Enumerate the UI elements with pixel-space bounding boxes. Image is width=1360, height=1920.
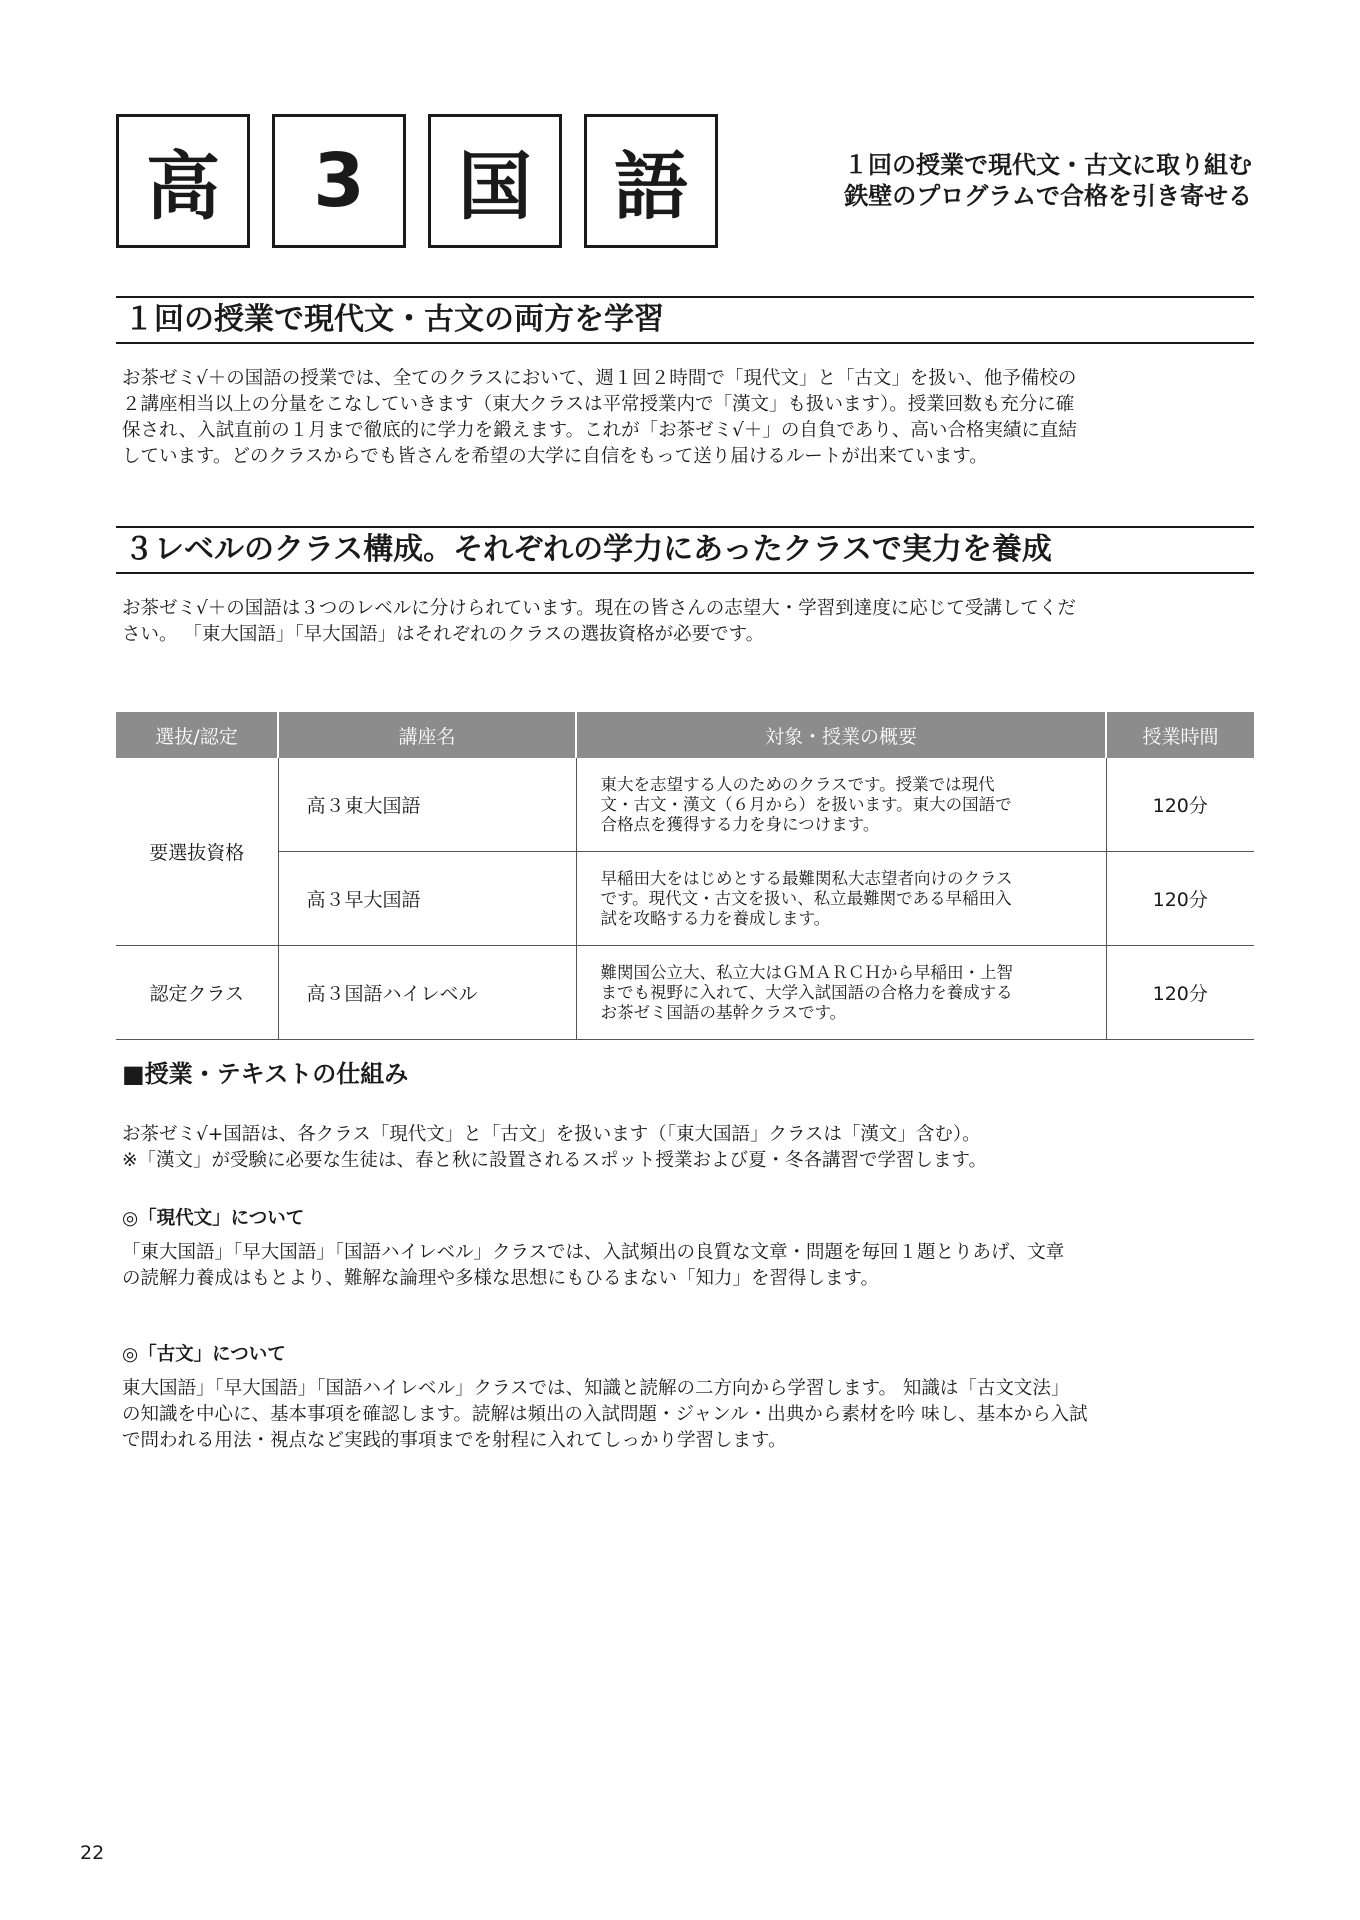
header-class-time: 授業時間	[1106, 712, 1254, 758]
mechanism-paragraph	[122, 1122, 1252, 1174]
overview-line: 東大を志望する人のためのクラスです。授業では現代	[600, 774, 995, 794]
title-box-3: 国	[428, 114, 562, 248]
section-1-line-2: ２講座相当以上の分量をこなしていきます（東大クラスは平常授業内で「漢文」も扱います）。授業回数も充分に確	[122, 394, 1075, 415]
header-selection: 選抜/認定	[116, 712, 278, 758]
kobun-paragraph	[122, 1376, 1252, 1454]
section-2-line-1: お茶ゼミ√＋の国語は３つのレベルに分けられています。現在の皆さんの志望大・学習到達度に応じて受講してくだ	[122, 598, 1076, 619]
course-name-cell: 高３国語ハイレベル	[278, 946, 576, 1040]
class-time-cell: 120分	[1106, 946, 1254, 1040]
title-box-2: 3	[272, 114, 406, 248]
tagline-line-1: １回の授業で現代文・古文に取り組む	[844, 151, 1252, 179]
overview-line: までも視野に入れて、大学入試国語の合格力を養成する	[600, 982, 1013, 1002]
table-row	[116, 758, 1254, 852]
table-row	[116, 852, 1254, 946]
kobun-heading: ◎「古文」について	[122, 1344, 286, 1365]
kobun-line-2: の知識を中心に、基本事項を確認します。読解は頻出の入試問題・ジャンル・出典から素材を吟 味し、基本から入試	[122, 1404, 1088, 1425]
course-table	[116, 712, 1254, 1040]
gendai-line-2: の読解力養成はもとより、難解な論理や多様な思想にもひるまない「知力」を習得します。	[122, 1268, 880, 1289]
overview-line: 難関国公立大、私立大はＧＭＡＲＣＨから早稲田・上智	[600, 962, 1013, 982]
selection-cell: 要選抜資格	[116, 758, 278, 946]
section-1-line-1: お茶ゼミ√＋の国語の授業では、全てのクラスにおいて、週１回２時間で「現代文」と「古文」を扱い、他予備校の	[122, 368, 1077, 389]
tagline-line-2: 鉄壁のプログラムで合格を引き寄せる	[844, 182, 1252, 210]
header-course-name: 講座名	[278, 712, 576, 758]
kobun-line-1: 東大国語」「早大国語」「国語ハイレベル」クラスでは、知識と読解の二方向から学習します。 知識は「古文文法」	[122, 1378, 1070, 1399]
course-name-cell: 高３早大国語	[278, 852, 576, 946]
class-time-cell: 120分	[1106, 758, 1254, 852]
mechanism-line-1: お茶ゼミ√+国語は、各クラス「現代文」と「古文」を扱います（「東大国語」クラスは「漢文」含む）。	[122, 1124, 981, 1145]
overview-line: お茶ゼミ国語の基幹クラスです。	[600, 1002, 847, 1022]
mechanism-line-2: ※「漢文」が受験に必要な生徒は、春と秋に設置されるスポット授業および夏・冬各講習で学習します。	[122, 1150, 988, 1171]
overview-line: 合格点を獲得する力を身につけます。	[600, 814, 880, 834]
table-header-row	[116, 712, 1254, 758]
gendai-heading: ◎「現代文」について	[122, 1208, 305, 1229]
section-heading-1: １回の授業で現代文・古文の両方を学習	[116, 296, 1254, 344]
selection-cell: 認定クラス	[116, 946, 278, 1040]
title-box-1: 高	[116, 114, 250, 248]
class-time-cell: 120分	[1106, 852, 1254, 946]
overview-line: 試を攻略する力を養成します。	[600, 908, 831, 928]
overview-line: 文・古文・漢文（６月から）を扱います。東大の国語で	[600, 794, 1012, 814]
header-overview: 対象・授業の概要	[576, 712, 1106, 758]
kobun-line-3: で問われる用法・視点など実践的事項までを射程に入れてしっかり学習します。	[122, 1430, 787, 1451]
section-1-line-3: 保され、入試直前の１月まで徹底的に学力を鍛えます。これが「お茶ゼミ√＋」の自負であり、高い合格実績に直結	[122, 420, 1077, 441]
section-1-line-4: しています。どのクラスからでも皆さんを希望の大学に自信をもって送り届けるルートが出来ています。	[122, 446, 988, 467]
overview-cell	[576, 852, 1106, 946]
overview-line: 早稲田大をはじめとする最難関私大志望者向けのクラス	[600, 868, 1013, 888]
overview-line: です。現代文・古文を扱い、私立最難関である早稲田入	[600, 888, 1012, 908]
section-2-line-2: さい。 「東大国語」「早大国語」はそれぞれのクラスの選抜資格が必要です。	[122, 624, 765, 645]
section-2-paragraph	[122, 596, 1252, 648]
gendai-paragraph	[122, 1240, 1252, 1292]
overview-cell	[576, 758, 1106, 852]
course-name-cell: 高３東大国語	[278, 758, 576, 852]
section-1-paragraph	[122, 366, 1252, 470]
title-box-4: 語	[584, 114, 718, 248]
mechanism-heading: ■授業・テキストの仕組み	[122, 1060, 409, 1088]
tagline	[844, 150, 1252, 212]
overview-cell	[576, 946, 1106, 1040]
table-row	[116, 946, 1254, 1040]
title-boxes	[116, 114, 718, 248]
section-heading-2: ３レベルのクラス構成。それぞれの学力にあったクラスで実力を養成	[116, 526, 1254, 574]
page-number: 22	[80, 1842, 105, 1864]
gendai-line-1: 「東大国語」「早大国語」「国語ハイレベル」クラスでは、入試頻出の良質な文章・問題を毎回１題とりあげ、文章	[122, 1242, 1065, 1263]
